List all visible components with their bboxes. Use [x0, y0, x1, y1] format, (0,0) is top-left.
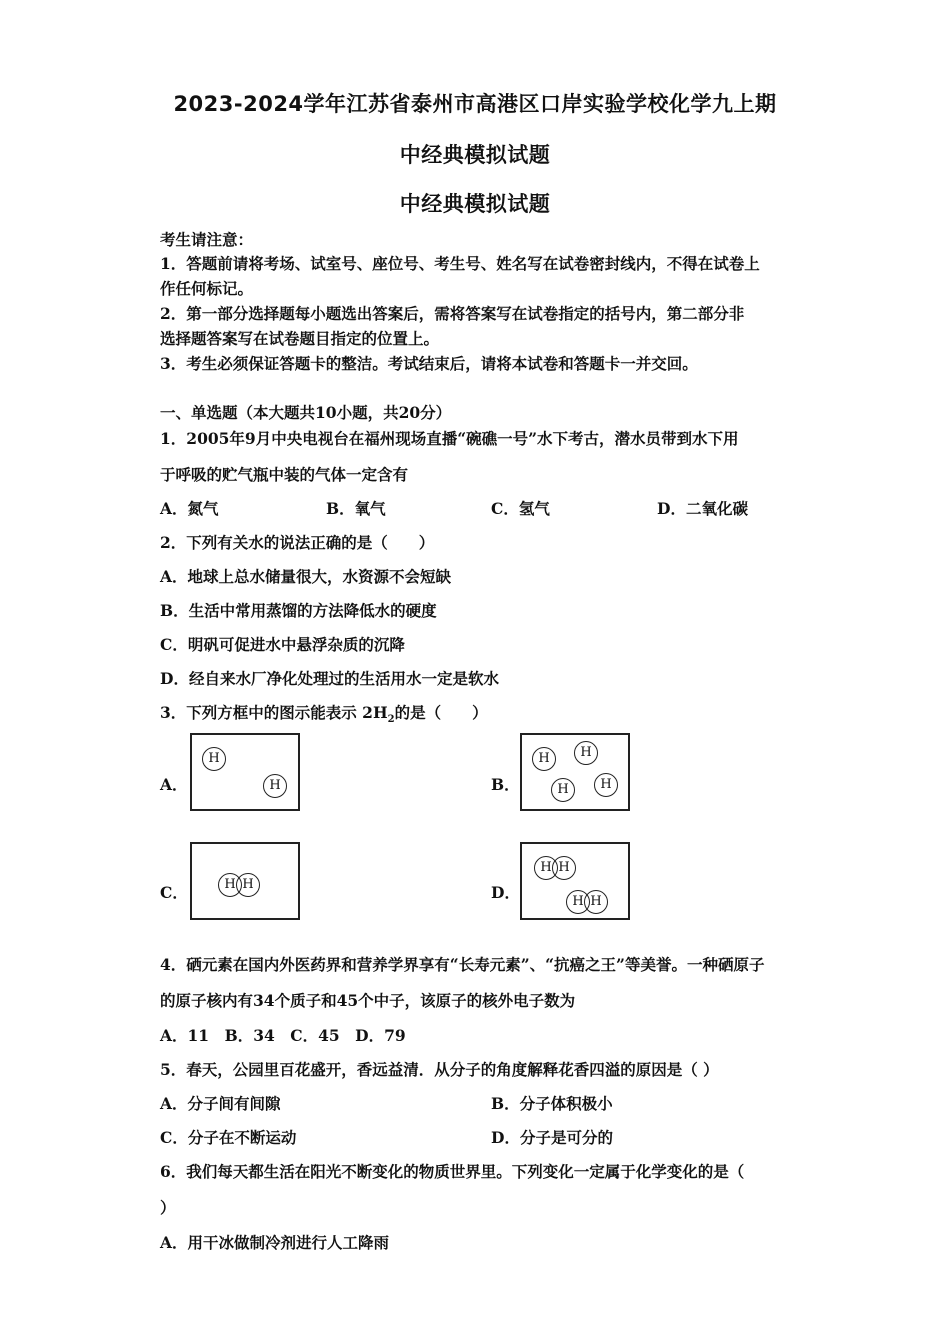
- q3-label-d: D．: [491, 883, 520, 902]
- q2-option-d: D．经自来水厂净化处理过的生活用水一定是软水: [160, 669, 499, 688]
- h-atom: H: [584, 890, 608, 914]
- q3-stem-post: 的是（ ）: [394, 703, 488, 722]
- q6-stem-b: ）: [160, 1198, 176, 1217]
- q1-option-d: D．二氧化碳: [657, 499, 748, 518]
- q3-stem: [160, 701, 488, 725]
- title-line-1: 2023-2024学年江苏省泰州市高港区口岸实验学校化学九上期: [173, 92, 777, 116]
- q3-stem-pre: 3．下列方框中的图示能表示 2H: [160, 703, 388, 722]
- q2-stem: 2．下列有关水的说法正确的是（ ）: [160, 533, 435, 552]
- q3-label-a: A．: [160, 775, 188, 794]
- title-line-2: 中经典模拟试题: [399, 143, 551, 167]
- q5-option-a: A．分子间有间隙: [160, 1094, 281, 1113]
- h-atom: H: [594, 773, 618, 797]
- q6-stem-a: 6．我们每天都生活在阳光不断变化的物质世界里。下列变化一定属于化学变化的是（: [160, 1162, 745, 1181]
- q5-option-b: B．分子体积极小: [491, 1094, 613, 1113]
- q3-box-d: [520, 842, 630, 920]
- q3-label-c: C．: [160, 883, 188, 902]
- h-atom: H: [534, 856, 558, 880]
- q3-box-a: [190, 733, 300, 811]
- notice-item-3: 3．考生必须保证答题卡的整洁。考试结束后，请将本试卷和答题卡一并交回。: [160, 354, 698, 373]
- q4-options: A．11 B．34 C．45 D．79: [160, 1026, 406, 1045]
- q2-option-a: A．地球上总水储量很大，水资源不会短缺: [160, 567, 452, 586]
- q6-option-a: A．用干冰做制冷剂进行人工降雨: [160, 1233, 390, 1252]
- q4-stem-a: 4．硒元素在国内外医药界和营养学界享有“长寿元素”、“抗癌之王”等美誉。一种硒原子: [160, 955, 765, 974]
- h-atom: H: [574, 741, 598, 765]
- q2-option-c: C．明矾可促进水中悬浮杂质的沉降: [160, 635, 405, 654]
- q1-option-a: A．氮气: [160, 499, 219, 518]
- q5-option-c: C．分子在不断运动: [160, 1128, 297, 1147]
- title-line-3: 中经典模拟试题: [399, 192, 551, 216]
- q3-box-b: [520, 733, 630, 811]
- h-atom: H: [218, 873, 242, 897]
- q1-stem-a: 1．2005年9月中央电视台在福州现场直播“碗礁一号”水下考古，潜水员带到水下用: [160, 429, 739, 448]
- notice-item-1a: 1．答题前请将考场、试室号、座位号、考生号、姓名写在试卷密封线内，不得在试卷上: [160, 254, 760, 273]
- notice-item-2b: 选择题答案写在试卷题目指定的位置上。: [160, 329, 440, 348]
- h-atom: H: [566, 890, 590, 914]
- q1-option-b: B．氧气: [326, 499, 386, 518]
- h-atom: H: [552, 856, 576, 880]
- q2-option-b: B．生活中常用蒸馏的方法降低水的硬度: [160, 601, 437, 620]
- notice-item-2a: 2．第一部分选择题每小题选出答案后，需将答案写在试卷指定的括号内，第二部分非: [160, 304, 745, 323]
- notice-heading: 考生请注意：: [160, 230, 254, 249]
- q1-option-c: C．氢气: [491, 499, 550, 518]
- q3-box-c: [190, 842, 300, 920]
- q5-stem: 5．春天，公园里百花盛开，香远益清．从分子的角度解释花香四溢的原因是（ ）: [160, 1060, 719, 1079]
- q1-stem-b: 于呼吸的贮气瓶中装的气体一定含有: [160, 465, 409, 484]
- h-atom: H: [202, 747, 226, 771]
- h-atom: H: [551, 778, 575, 802]
- q3-label-b: B．: [491, 775, 520, 794]
- q3-stem-sub: 2: [387, 714, 395, 726]
- h-atom: H: [263, 774, 287, 798]
- notice-item-1b: 作任何标记。: [160, 279, 254, 298]
- section-heading: 一、单选题（本大题共10小题，共20分）: [160, 403, 452, 422]
- h-atom: H: [532, 747, 556, 771]
- h-atom: H: [236, 873, 260, 897]
- q5-option-d: D．分子是可分的: [491, 1128, 613, 1147]
- q4-stem-b: 的原子核内有34个质子和45个中子，该原子的核外电子数为: [160, 991, 576, 1010]
